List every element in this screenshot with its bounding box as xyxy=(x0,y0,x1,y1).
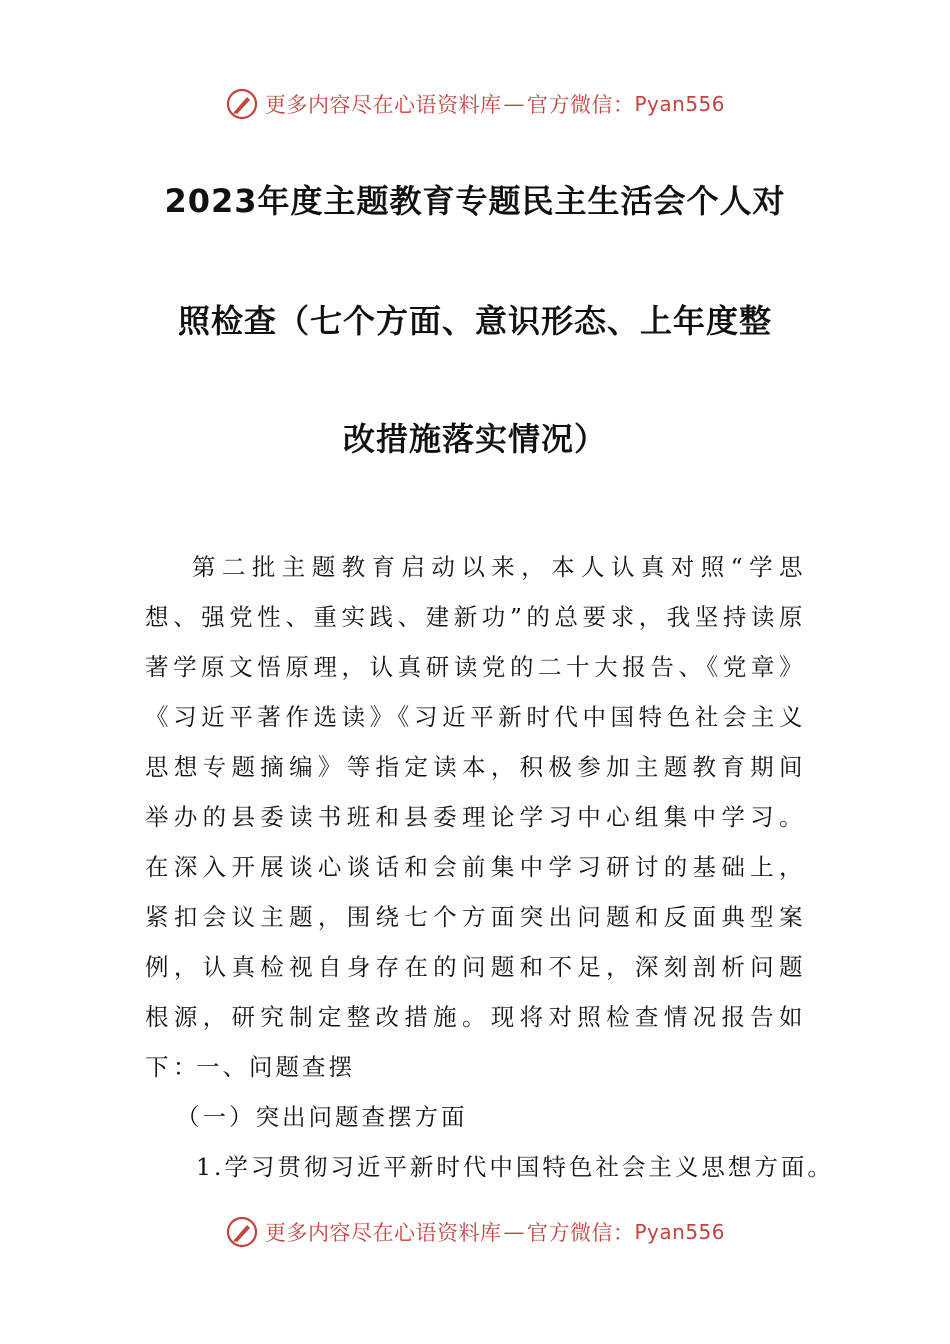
watermark-text: 更多内容尽在心语资料库 xyxy=(264,93,502,117)
watermark-text: 更多内容尽在心语资料库 xyxy=(264,1221,502,1245)
document-title-line-3: 改措施落实情况） xyxy=(342,420,607,458)
document-title-line-1: 2023年度主题教育专题民主生活会个人对 xyxy=(164,182,786,220)
intro-paragraph: 第二批主题教育启动以来，本人认真对照“学思想、强党性、重实践、建新功”的总要求，我坚持读原著学原文悟原理，认真研读党的二十大报告、《党章》《习近平著作选读》《习近平新时代中国特色社会主义思想专题摘编》等指定读本，积极参加主题教育期间举办的县委读书班和县委理论学习中心组集中学习。在深入开展谈心谈话和会前集中学习研讨的基础上，紧扣会议主题，围绕七个方面突出问题和反面典型案例，认真检视自身存在的问题和不足，深刻剖析问题根源，研究制定整改措施。现将对照检查情况报告如下： xyxy=(145,553,807,1081)
watermark-header xyxy=(0,84,950,124)
subsection-heading: （一）突出问题查摆方面 xyxy=(176,1103,468,1131)
watermark-separator: — xyxy=(503,92,525,116)
watermark-separator: — xyxy=(503,1220,525,1244)
watermark-wechat: Pyan556 xyxy=(634,1220,725,1244)
brush-logo-icon xyxy=(225,1215,259,1249)
watermark-footer xyxy=(0,1212,950,1252)
watermark-official: 官方微信： xyxy=(526,93,635,117)
brush-logo-icon xyxy=(225,87,259,121)
document-title-line-2: 照检查（七个方面、意识形态、上年度整 xyxy=(177,302,772,340)
item-heading: 1.学习贯彻习近平新时代中国特色社会主义思想方面。 xyxy=(196,1153,834,1181)
watermark-wechat: Pyan556 xyxy=(634,92,725,116)
section-heading: 一、问题查摆 xyxy=(196,1053,355,1081)
watermark-official: 官方微信： xyxy=(526,1221,635,1245)
